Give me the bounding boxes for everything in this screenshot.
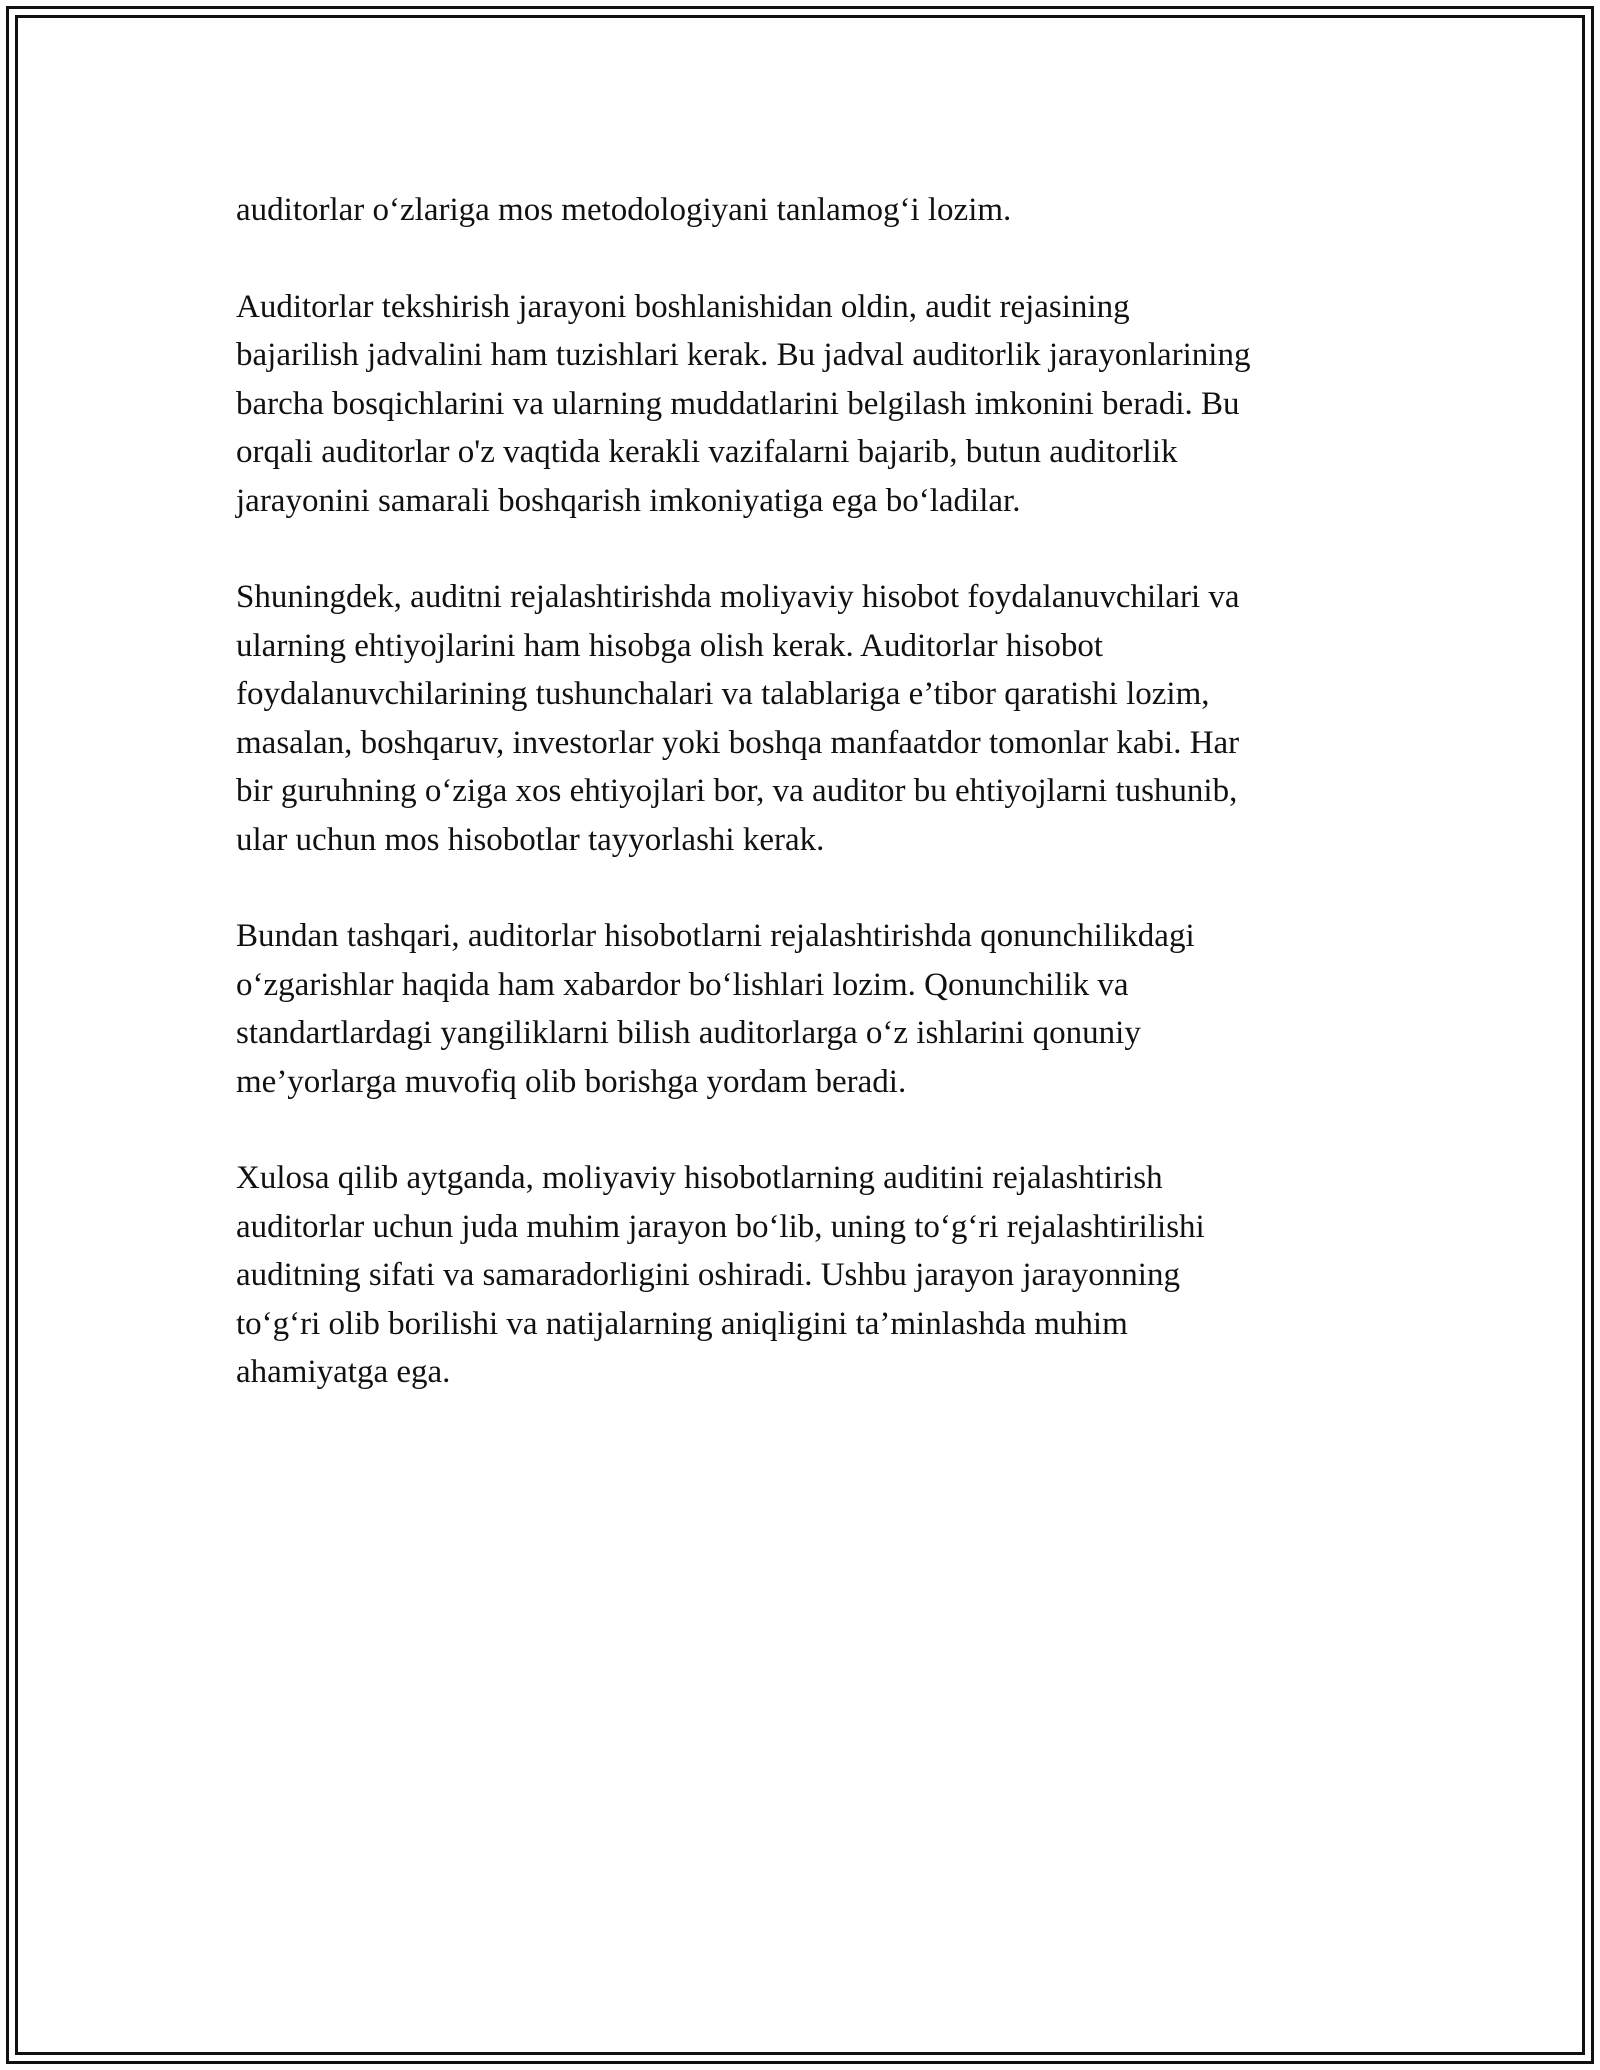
text-line: me’yorlarga muvofiq olib borishga yordam beradi.: [236, 1063, 907, 1100]
text-line: Bundan tashqari, auditorlar hisobotlarni rejalashtirishda qonunchilikdagi: [236, 918, 1195, 954]
text-line: Auditorlar tekshirish jarayoni boshlanishidan oldin, audit rejasining: [236, 288, 1130, 325]
text-line: ularning ehtiyojlarini ham hisobga olish kerak. Auditorlar hisobot: [236, 627, 1104, 664]
text-line: Shuningdek, auditni rejalashtirishda moliyaviy hisobot foydalanuvchilari va: [236, 579, 1240, 615]
paragraph-2: [236, 283, 1376, 526]
text-line: auditorlar o‘zlariga mos metodologiyani tanlamog‘i lozim.: [236, 192, 1012, 228]
text-line: bajarilish jadvalini ham tuzishlari kerak. Bu jadval auditorlik jarayonlarining: [236, 337, 1251, 373]
document-body: [236, 186, 1376, 1445]
text-line: ahamiyatga ega.: [236, 1354, 451, 1390]
paragraph-5: [236, 1154, 1376, 1397]
paragraph-4: [236, 912, 1376, 1106]
text-line: Xulosa qilib aytganda, moliyaviy hisobotlarning auditini rejalashtirish: [236, 1160, 1163, 1196]
text-line: standartlardagi yangiliklarni bilish auditorlarga o‘z ishlarini qonuniy: [236, 1015, 1141, 1051]
text-line: auditorlar uchun juda muhim jarayon bo‘lib, uning to‘g‘ri rejalashtirilishi: [236, 1208, 1205, 1245]
text-line: jarayonini samarali boshqarish imkoniyatiga ega bo‘ladilar.: [236, 482, 1021, 519]
text-line: o‘zgarishlar haqida ham xabardor bo‘lishlari lozim. Qonunchilik va: [236, 966, 1129, 1003]
text-line: orqali auditorlar o'z vaqtida kerakli vazifalarni bajarib, butun auditorlik: [236, 434, 1178, 470]
paragraph-3: [236, 573, 1376, 864]
text-line: bir guruhning o‘ziga xos ehtiyojlari bor, va auditor bu ehtiyojlarni tushunib,: [236, 773, 1238, 809]
text-line: foydalanuvchilarining tushunchalari va talablariga e’tibor qaratishi lozim,: [236, 676, 1210, 712]
text-line: auditning sifati va samaradorligini oshiradi. Ushbu jarayon jarayonning: [236, 1257, 1180, 1293]
paragraph-1: [236, 186, 1376, 235]
text-line: to‘g‘ri olib borilishi va natijalarning aniqligini ta’minlashda muhim: [236, 1305, 1128, 1342]
text-line: barcha bosqichlarini va ularning muddatlarini belgilash imkonini beradi. Bu: [236, 385, 1240, 422]
text-line: masalan, boshqaruv, investorlar yoki boshqa manfaatdor tomonlar kabi. Har: [236, 724, 1240, 761]
text-line: ular uchun mos hisobotlar tayyorlashi kerak.: [236, 821, 825, 858]
